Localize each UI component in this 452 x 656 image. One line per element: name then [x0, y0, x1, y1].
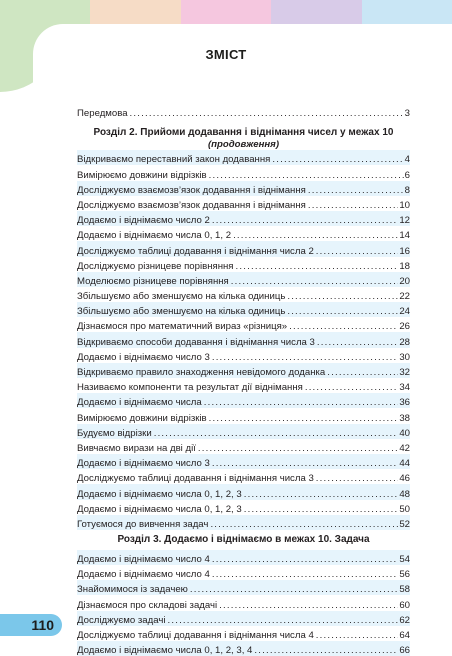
toc-entry-page: 26 — [399, 321, 410, 333]
toc-entry-page: 40 — [399, 427, 410, 439]
toc-entry-label: Додаємо і віднімаємо числа 0, 1, 2, 3, 4 — [77, 645, 253, 656]
dot-leader — [308, 200, 398, 211]
toc-entry[interactable] — [77, 454, 410, 469]
toc-entry-label: Додаємо і віднімаємо число 4 — [77, 569, 210, 581]
toc-entry-page: 48 — [399, 488, 410, 500]
toc-entry-page: 30 — [399, 351, 410, 363]
toc-entry-page: 4 — [404, 154, 410, 166]
section-2-title: Розділ 2. Прийоми додавання і віднімання чисел у межах 10 — [93, 127, 394, 139]
dot-leader — [287, 306, 398, 317]
dot-leader — [316, 246, 399, 257]
toc-entry[interactable] — [77, 408, 410, 423]
toc-entry-page: 62 — [399, 614, 410, 626]
toc-entry[interactable] — [77, 515, 410, 530]
toc-entry[interactable] — [77, 469, 410, 484]
page-number: 110 — [31, 617, 54, 633]
dot-leader — [317, 337, 398, 348]
toc-entry-page: 58 — [399, 584, 410, 596]
toc-entry-label: Збільшуємо або зменшуємо на кілька одиниць — [77, 291, 286, 303]
toc-entry[interactable] — [77, 611, 410, 626]
dot-leader — [316, 630, 399, 641]
toc-entry-label: Додаємо і віднімаємо число 2 — [77, 215, 210, 227]
toc-entry-label: Досліджуємо взаємозв’язок додавання і віднімання — [77, 184, 306, 196]
dot-leader — [190, 584, 398, 595]
section-3-title: Розділ 3. Додаємо і віднімаємо в межах 10. Задача — [117, 533, 370, 545]
dot-leader — [236, 261, 399, 272]
dot-leader — [244, 504, 399, 515]
dot-leader — [212, 458, 399, 469]
section-3-list — [77, 550, 410, 656]
dot-leader — [212, 352, 399, 363]
toc-entry-page: 3 — [404, 108, 410, 120]
toc-entry[interactable] — [77, 363, 410, 378]
toc-entry-page: 52 — [399, 518, 410, 530]
dot-leader — [327, 367, 398, 378]
dot-leader — [154, 428, 399, 439]
dot-leader — [305, 382, 399, 393]
toc-entry-label: Моделюємо різницеве порівняння — [77, 275, 229, 287]
toc-entry[interactable] — [77, 378, 410, 393]
toc-entry[interactable] — [77, 641, 410, 656]
toc-entry-page: 56 — [399, 569, 410, 581]
toc-entry-page: 28 — [399, 336, 410, 348]
toc-entry[interactable] — [77, 332, 410, 347]
toc-entry-label: Досліджуємо різницеве порівняння — [77, 260, 234, 272]
toc-entry-label: Відкриваємо способи додавання і віднімання числа 3 — [77, 336, 315, 348]
toc-entry[interactable] — [77, 626, 410, 641]
toc-entry-label: Додаємо і віднімаємо числа — [77, 397, 202, 409]
toc-entry[interactable] — [77, 287, 410, 302]
toc-entry-page: 46 — [399, 473, 410, 485]
dot-leader — [209, 413, 399, 424]
toc-entry[interactable] — [77, 317, 410, 332]
toc-entry-label: Називаємо компоненти та результат дії віднімання — [77, 382, 303, 394]
toc-entry-label: Будуємо відрізки — [77, 427, 152, 439]
toc-entry-page: 42 — [399, 442, 410, 454]
toc-entry-page: 64 — [399, 630, 410, 641]
toc-entry-label: Досліджуємо таблиці додавання і віднімання числа 3 — [77, 473, 314, 485]
toc-entry-page: 8 — [404, 184, 410, 196]
toc-entry-label: Дізнаємося про складові задачі — [77, 599, 218, 611]
toc-entry-page: 22 — [399, 291, 410, 303]
toc-entry-page: 6 — [404, 169, 410, 181]
toc-entry-page: 18 — [399, 260, 410, 272]
toc-entry[interactable] — [77, 348, 410, 363]
toc-entry-preface[interactable] — [77, 104, 410, 119]
toc-entry-page: 50 — [399, 503, 410, 515]
toc-entry-page: 44 — [399, 458, 410, 470]
dot-leader — [219, 600, 398, 611]
toc-entry[interactable] — [77, 196, 410, 211]
toc-entry-page: 60 — [399, 599, 410, 611]
section-2-subtitle: (продовження) — [207, 139, 280, 151]
toc-entry-page: 38 — [399, 412, 410, 424]
dot-leader — [287, 291, 398, 302]
toc-entry-label: Відкриваємо переставний закон додавання — [77, 154, 271, 166]
section-2-list — [77, 150, 410, 530]
dot-leader — [289, 321, 398, 332]
toc-entry[interactable] — [77, 595, 410, 610]
dot-leader — [231, 276, 399, 287]
dot-leader — [233, 230, 398, 241]
dot-leader — [167, 615, 398, 626]
toc-entry[interactable] — [77, 241, 410, 256]
toc-entry-label: Передмова — [77, 108, 128, 120]
toc-entry-label: Вимірюємо довжини відрізків — [77, 169, 207, 181]
toc-entry[interactable] — [77, 565, 410, 580]
toc-entry[interactable] — [77, 500, 410, 515]
dot-leader — [244, 489, 399, 500]
dot-leader — [212, 215, 399, 226]
dot-leader — [272, 154, 403, 165]
toc-entry[interactable] — [77, 272, 410, 287]
toc-entry-label: Збільшуємо або зменшуємо на кілька одиниць — [77, 306, 286, 318]
toc-entry[interactable] — [77, 580, 410, 595]
toc-entry-page: 34 — [399, 382, 410, 394]
toc-entry[interactable] — [77, 165, 410, 180]
dot-leader — [316, 473, 399, 484]
dot-leader — [254, 645, 398, 656]
toc-entry-page: 12 — [399, 215, 410, 227]
toc-entry-label: Додаємо і віднімаємо число 4 — [77, 554, 210, 566]
toc-entry[interactable] — [77, 393, 410, 408]
toc-entry-page: 54 — [399, 554, 410, 566]
dot-leader — [130, 108, 404, 119]
toc-entry[interactable] — [77, 257, 410, 272]
toc-entry-label: Досліджуємо задачі — [77, 614, 166, 626]
dot-leader — [204, 397, 399, 408]
toc-entry[interactable] — [77, 181, 410, 196]
toc-entry-label: Вимірюємо довжини відрізків — [77, 412, 207, 424]
toc-entry[interactable] — [77, 211, 410, 226]
toc-entry-label: Додаємо і віднімаємо числа 0, 1, 2, 3 — [77, 503, 242, 515]
toc-entry-label: Досліджуємо таблиці додавання і віднімання числа 2 — [77, 245, 314, 257]
toc-entry[interactable] — [77, 226, 410, 241]
toc-entry-page: 32 — [399, 367, 410, 378]
toc-entry-page: 16 — [399, 245, 410, 257]
toc-entry-label: Вивчаємо вирази на дві дії — [77, 442, 196, 454]
toc-entry-label: Додаємо і віднімаємо числа 0, 1, 2 — [77, 230, 232, 242]
toc-entry-label: Додаємо і віднімаємо число 3 — [77, 351, 210, 363]
dot-leader — [308, 185, 404, 196]
dot-leader — [209, 170, 404, 181]
toc-entry-label: Досліджуємо таблиці додавання і віднімання числа 4 — [77, 630, 314, 641]
toc-entry-page: 10 — [399, 199, 410, 211]
dot-leader — [210, 519, 398, 530]
toc-entry[interactable] — [77, 550, 410, 565]
toc-entry[interactable] — [77, 439, 410, 454]
toc-entry-label: Готуємося до вивчення задач — [77, 518, 209, 530]
table-of-contents — [77, 104, 410, 656]
page-number-tab — [0, 614, 62, 636]
toc-entry-page: 20 — [399, 275, 410, 287]
toc-entry-page: 24 — [399, 306, 410, 318]
toc-entry-label: Знайомимося із задачею — [77, 584, 188, 596]
toc-entry-page: 66 — [399, 645, 410, 656]
toc-entry-label: Відкриваємо правило знаходження невідомого доданка — [77, 367, 326, 378]
toc-entry[interactable] — [77, 302, 410, 317]
toc-entry[interactable] — [77, 484, 410, 499]
toc-entry-page: 14 — [399, 230, 410, 242]
toc-entry[interactable] — [77, 150, 410, 165]
page-title: ЗМІСТ — [205, 47, 247, 62]
toc-entry[interactable] — [77, 424, 410, 439]
dot-leader — [212, 554, 399, 565]
toc-entry-label: Додаємо і віднімаємо числа 0, 1, 2, 3 — [77, 488, 242, 500]
dot-leader — [212, 569, 399, 580]
dot-leader — [198, 443, 398, 454]
toc-entry-label: Дізнаємося про математичний вираз «різниця» — [77, 321, 288, 333]
toc-entry-page: 36 — [399, 397, 410, 409]
toc-entry-label: Досліджуємо взаємозв’язок додавання і віднімання — [77, 199, 306, 211]
toc-entry-label: Додаємо і віднімаємо число 3 — [77, 458, 210, 470]
